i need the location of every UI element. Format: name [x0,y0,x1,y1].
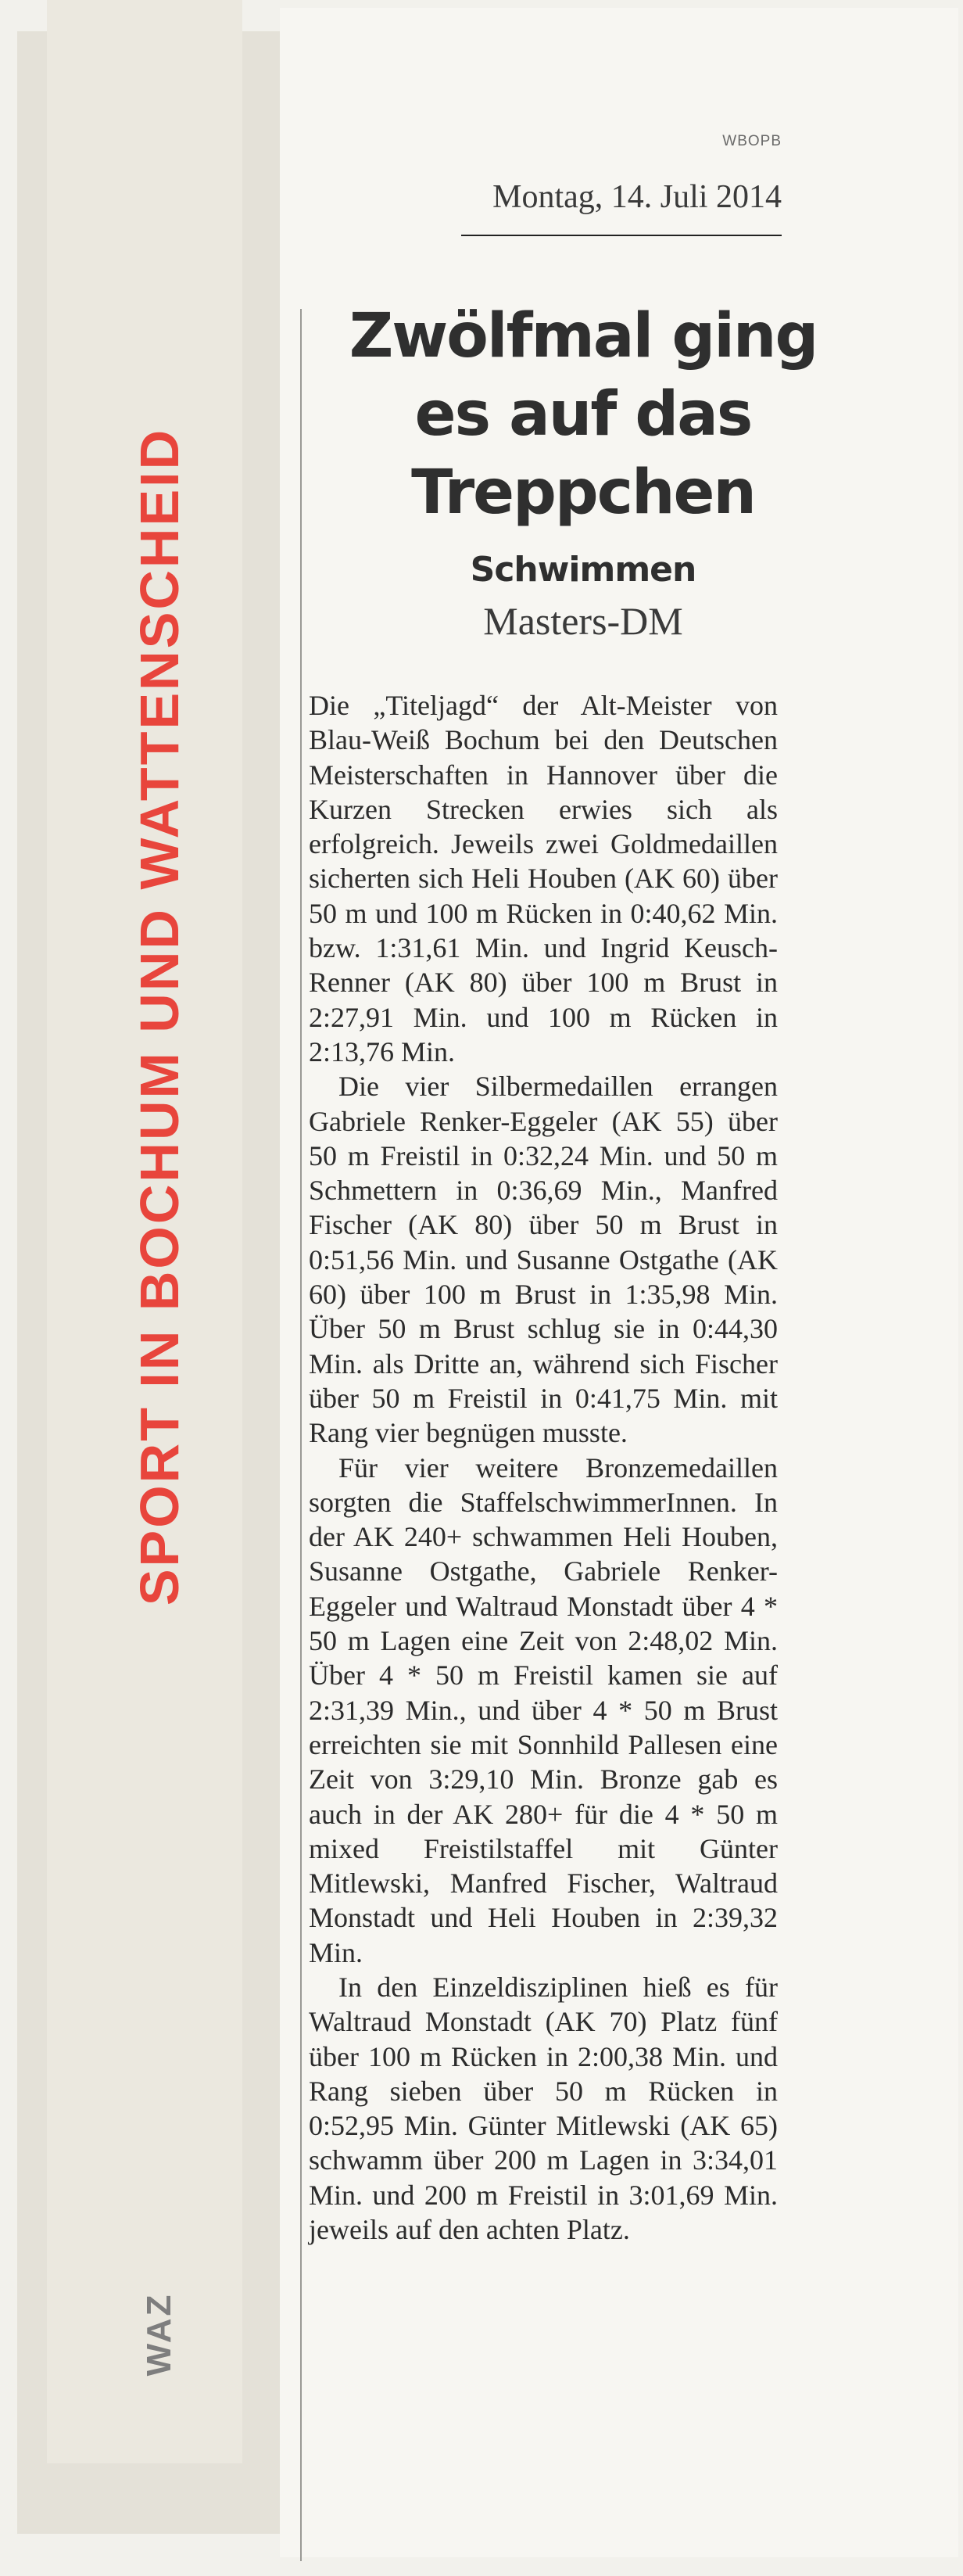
newspaper-logo: WAZ [140,2292,178,2377]
article-paragraph: In den Einzeldisziplinen hieß es für Waltraud Monstadt (AK 70) Platz fünf über 100 m Rücken in 2:00,38 Min. und Rang sieben über 50 m Rücken in 0:52,95 Min. Günter Mitlewski (AK 65) schwamm über 200 m Lagen in 3:34,01 Min. und 200 m Freistil in 3:01,69 Min. jeweils auf den achten Platz. [309,1971,778,2246]
edition-code: WBOPB [722,133,782,149]
article-body [309,688,778,2247]
article-paragraph: Die vier Silbermedaillen errangen Gabriele Renker-Eggeler (AK 55) über 50 m Freistil in 0:32,24 Min. und 50 m Schmettern in 0:36,69 Min., Manfred Fischer (AK 80) über 50 m Brust in 0:51,56 Min. und Susanne Ostgathe (AK 60) über 100 m Brust in 1:35,98 Min. Über 50 m Brust schlug sie in 0:44,30 Min. als Dritte an, während sich Fischer über 50 m Freistil in 0:41,75 Min. mit Rang vier begnügen musste. [309,1071,778,1449]
article-headline: Zwölfmal ging es auf das Treppchen [349,301,818,528]
article-paragraph: Für vier weitere Bronzemedaillen sorgten die StaffelschwimmerInnen. In der AK 240+ schwammen Heli Houben, Susanne Ostgathe, Gabriele Renker-Eggeler und Waltraud Monstadt über 4 * 50 m Lagen eine Zeit von 2:48,02 Min. Über 4 * 50 m Freistil kamen sie auf 2:31,39 Min., und über 4 * 50 m Brust erreichten sie mit Sonnhild Pallesen eine Zeit von 3:29,10 Min. Bronze gab es auch in der AK 280+ für die 4 * 50 m mixed Freistilstaffel mit Günter Mitlewski, Manfred Fischer, Waltraud Monstadt und Heli Houben in 2:39,32 Min. [309,1451,778,1968]
article-paragraph: Die „Titeljagd“ der Alt-Meister von Blau-Weiß Bochum bei den Deutschen Meisterschaften in Hannover über die Kurzen Strecken erwies sich als erfolgreich. Jeweils zwei Goldmedaillen sicherten sich Heli Houben (AK 60) über 50 m und 100 m Rücken in 0:40,62 Min. bzw. 1:31,61 Min. und Ingrid Keusch-Renner (AK 80) über 100 m Brust in 2:27,91 Min. und 100 m Rücken in 2:13,76 Min. [309,690,778,1067]
column-rule [300,309,302,2561]
section-title: SPORT IN BOCHUM UND WATTENSCHEID [129,427,190,1606]
article-subkicker: Masters-DM [483,599,683,643]
publication-date: Montag, 14. Juli 2014 [492,179,782,215]
date-divider [461,235,782,236]
article-kicker: Schwimmen [470,550,696,590]
